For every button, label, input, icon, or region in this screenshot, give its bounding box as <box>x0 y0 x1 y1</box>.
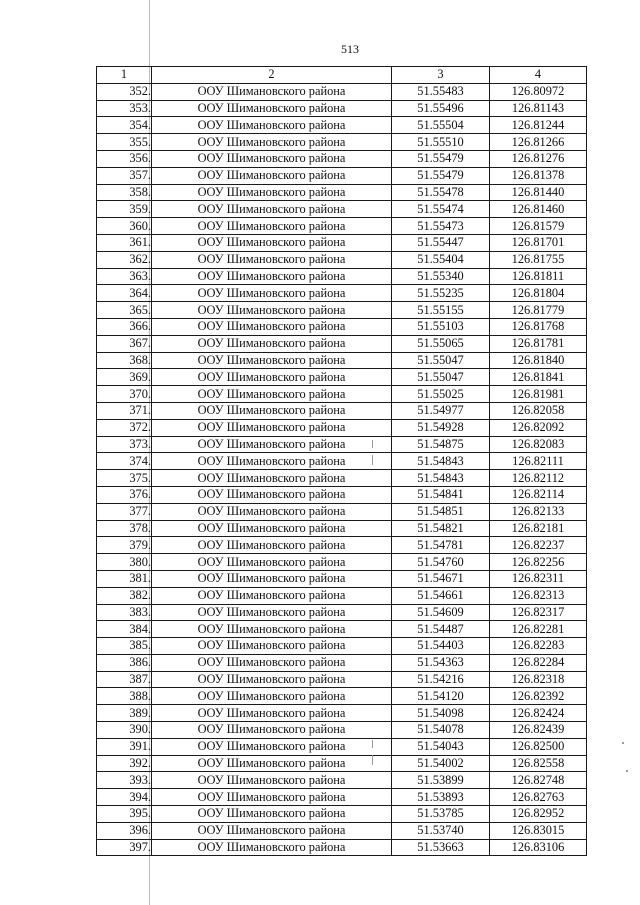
longitude-value: 126.81804 <box>490 285 587 302</box>
header-col-3: 3 <box>392 67 490 84</box>
row-number: 386. <box>97 654 152 671</box>
table-row <box>97 436 587 453</box>
row-number: 389. <box>97 705 152 722</box>
latitude-value: 51.54843 <box>392 470 490 487</box>
latitude-value: 51.55155 <box>392 302 490 319</box>
row-number: 366. <box>97 318 152 335</box>
table-row <box>97 369 587 386</box>
row-number: 394. <box>97 789 152 806</box>
latitude-value: 51.55478 <box>392 184 490 201</box>
table-row <box>97 688 587 705</box>
table-row <box>97 839 587 856</box>
table-row <box>97 184 587 201</box>
table-row <box>97 251 587 268</box>
latitude-value: 51.54216 <box>392 671 490 688</box>
longitude-value: 126.82558 <box>490 755 587 772</box>
row-number: 378. <box>97 520 152 537</box>
longitude-value: 126.81440 <box>490 184 587 201</box>
longitude-value: 126.81755 <box>490 251 587 268</box>
longitude-value: 126.82133 <box>490 503 587 520</box>
scan-speck <box>372 740 373 748</box>
row-number: 373. <box>97 436 152 453</box>
longitude-value: 126.82392 <box>490 688 587 705</box>
table-body <box>97 83 587 856</box>
longitude-value: 126.82112 <box>490 470 587 487</box>
row-number: 390. <box>97 722 152 739</box>
longitude-value: 126.81701 <box>490 234 587 251</box>
latitude-value: 51.55479 <box>392 150 490 167</box>
longitude-value: 126.82083 <box>490 436 587 453</box>
header-col-1: 1 <box>97 67 152 84</box>
coordinates-table <box>96 66 587 856</box>
organization-name: ООУ Шимановского района <box>152 83 392 100</box>
longitude-value: 126.82111 <box>490 453 587 470</box>
table-row <box>97 285 587 302</box>
row-number: 387. <box>97 671 152 688</box>
longitude-value: 126.82952 <box>490 806 587 823</box>
organization-name: ООУ Шимановского района <box>152 251 392 268</box>
organization-name: ООУ Шимановского района <box>152 671 392 688</box>
organization-name: ООУ Шимановского района <box>152 570 392 587</box>
longitude-value: 126.82092 <box>490 419 587 436</box>
organization-name: ООУ Шимановского района <box>152 318 392 335</box>
scan-speck <box>372 455 373 465</box>
table-row <box>97 772 587 789</box>
row-number: 364. <box>97 285 152 302</box>
longitude-value: 126.83106 <box>490 839 587 856</box>
table-row <box>97 822 587 839</box>
latitude-value: 51.53740 <box>392 822 490 839</box>
organization-name: ООУ Шимановского района <box>152 520 392 537</box>
latitude-value: 51.54078 <box>392 722 490 739</box>
organization-name: ООУ Шимановского района <box>152 234 392 251</box>
table-row <box>97 386 587 403</box>
organization-name: ООУ Шимановского района <box>152 335 392 352</box>
row-number: 385. <box>97 638 152 655</box>
longitude-value: 126.81579 <box>490 218 587 235</box>
latitude-value: 51.55479 <box>392 167 490 184</box>
longitude-value: 126.81378 <box>490 167 587 184</box>
organization-name: ООУ Шимановского района <box>152 621 392 638</box>
latitude-value: 51.54851 <box>392 503 490 520</box>
latitude-value: 51.54098 <box>392 705 490 722</box>
organization-name: ООУ Шимановского района <box>152 638 392 655</box>
latitude-value: 51.54120 <box>392 688 490 705</box>
table-row <box>97 234 587 251</box>
table-row <box>97 302 587 319</box>
scan-speck <box>372 440 373 448</box>
row-number: 383. <box>97 604 152 621</box>
row-number: 388. <box>97 688 152 705</box>
longitude-value: 126.81779 <box>490 302 587 319</box>
latitude-value: 51.53893 <box>392 789 490 806</box>
longitude-value: 126.81981 <box>490 386 587 403</box>
row-number: 356. <box>97 150 152 167</box>
longitude-value: 126.82500 <box>490 738 587 755</box>
latitude-value: 51.55065 <box>392 335 490 352</box>
longitude-value: 126.82283 <box>490 638 587 655</box>
organization-name: ООУ Шимановского района <box>152 285 392 302</box>
row-number: 353. <box>97 100 152 117</box>
organization-name: ООУ Шимановского района <box>152 184 392 201</box>
table-row <box>97 671 587 688</box>
row-number: 393. <box>97 772 152 789</box>
table-row <box>97 117 587 134</box>
latitude-value: 51.54821 <box>392 520 490 537</box>
row-number: 381. <box>97 570 152 587</box>
row-number: 355. <box>97 134 152 151</box>
organization-name: ООУ Шимановского района <box>152 453 392 470</box>
longitude-value: 126.81840 <box>490 352 587 369</box>
latitude-value: 51.54875 <box>392 436 490 453</box>
table-row <box>97 570 587 587</box>
table-row <box>97 470 587 487</box>
row-number: 360. <box>97 218 152 235</box>
table-row <box>97 722 587 739</box>
organization-name: ООУ Шимановского района <box>152 654 392 671</box>
table-row <box>97 587 587 604</box>
table-row <box>97 621 587 638</box>
latitude-value: 51.54928 <box>392 419 490 436</box>
row-number: 379. <box>97 537 152 554</box>
table-row <box>97 537 587 554</box>
organization-name: ООУ Шимановского района <box>152 419 392 436</box>
table-row <box>97 738 587 755</box>
longitude-value: 126.82439 <box>490 722 587 739</box>
longitude-value: 126.82058 <box>490 402 587 419</box>
row-number: 368. <box>97 352 152 369</box>
organization-name: ООУ Шимановского района <box>152 772 392 789</box>
longitude-value: 126.82237 <box>490 537 587 554</box>
latitude-value: 51.53663 <box>392 839 490 856</box>
organization-name: ООУ Шимановского района <box>152 554 392 571</box>
latitude-value: 51.54487 <box>392 621 490 638</box>
organization-name: ООУ Шимановского района <box>152 587 392 604</box>
latitude-value: 51.54760 <box>392 554 490 571</box>
row-number: 395. <box>97 806 152 823</box>
latitude-value: 51.54002 <box>392 755 490 772</box>
longitude-value: 126.82748 <box>490 772 587 789</box>
longitude-value: 126.81460 <box>490 201 587 218</box>
organization-name: ООУ Шимановского района <box>152 822 392 839</box>
page-number: 513 <box>341 42 359 56</box>
longitude-value: 126.82313 <box>490 587 587 604</box>
longitude-value: 126.82763 <box>490 789 587 806</box>
organization-name: ООУ Шимановского района <box>152 436 392 453</box>
organization-name: ООУ Шимановского района <box>152 386 392 403</box>
row-number: 380. <box>97 554 152 571</box>
table-row <box>97 806 587 823</box>
table-row <box>97 335 587 352</box>
row-number: 391. <box>97 738 152 755</box>
scan-speck <box>622 742 624 744</box>
organization-name: ООУ Шимановского района <box>152 369 392 386</box>
table-row <box>97 167 587 184</box>
longitude-value: 126.82181 <box>490 520 587 537</box>
organization-name: ООУ Шимановского района <box>152 117 392 134</box>
latitude-value: 51.55103 <box>392 318 490 335</box>
header-col-4: 4 <box>490 67 587 84</box>
row-number: 372. <box>97 419 152 436</box>
latitude-value: 51.54671 <box>392 570 490 587</box>
table-row <box>97 134 587 151</box>
organization-name: ООУ Шимановского района <box>152 537 392 554</box>
latitude-value: 51.55510 <box>392 134 490 151</box>
latitude-value: 51.55025 <box>392 386 490 403</box>
latitude-value: 51.54781 <box>392 537 490 554</box>
row-number: 367. <box>97 335 152 352</box>
row-number: 392. <box>97 755 152 772</box>
latitude-value: 51.55235 <box>392 285 490 302</box>
row-number: 382. <box>97 587 152 604</box>
organization-name: ООУ Шимановского района <box>152 688 392 705</box>
table-row <box>97 638 587 655</box>
longitude-value: 126.81143 <box>490 100 587 117</box>
longitude-value: 126.81276 <box>490 150 587 167</box>
latitude-value: 51.53785 <box>392 806 490 823</box>
table-row <box>97 100 587 117</box>
table-row <box>97 755 587 772</box>
organization-name: ООУ Шимановского района <box>152 503 392 520</box>
latitude-value: 51.55473 <box>392 218 490 235</box>
latitude-value: 51.54841 <box>392 486 490 503</box>
table-row <box>97 83 587 100</box>
longitude-value: 126.82284 <box>490 654 587 671</box>
table-row <box>97 402 587 419</box>
longitude-value: 126.81841 <box>490 369 587 386</box>
row-number: 384. <box>97 621 152 638</box>
latitude-value: 51.54661 <box>392 587 490 604</box>
longitude-value: 126.82318 <box>490 671 587 688</box>
longitude-value: 126.83015 <box>490 822 587 839</box>
row-number: 376. <box>97 486 152 503</box>
table-header-row <box>97 67 587 84</box>
longitude-value: 126.82311 <box>490 570 587 587</box>
latitude-value: 51.53899 <box>392 772 490 789</box>
organization-name: ООУ Шимановского района <box>152 268 392 285</box>
longitude-value: 126.81266 <box>490 134 587 151</box>
table-row <box>97 604 587 621</box>
scan-speck <box>626 770 628 772</box>
organization-name: ООУ Шимановского района <box>152 100 392 117</box>
latitude-value: 51.55047 <box>392 352 490 369</box>
organization-name: ООУ Шимановского района <box>152 755 392 772</box>
organization-name: ООУ Шимановского района <box>152 134 392 151</box>
organization-name: ООУ Шимановского района <box>152 402 392 419</box>
row-number: 371. <box>97 402 152 419</box>
longitude-value: 126.81811 <box>490 268 587 285</box>
longitude-value: 126.82256 <box>490 554 587 571</box>
organization-name: ООУ Шимановского района <box>152 604 392 621</box>
longitude-value: 126.81781 <box>490 335 587 352</box>
row-number: 359. <box>97 201 152 218</box>
latitude-value: 51.55504 <box>392 117 490 134</box>
table-row <box>97 705 587 722</box>
table-row <box>97 453 587 470</box>
organization-name: ООУ Шимановского района <box>152 150 392 167</box>
longitude-value: 126.82281 <box>490 621 587 638</box>
longitude-value: 126.81244 <box>490 117 587 134</box>
row-number: 370. <box>97 386 152 403</box>
row-number: 369. <box>97 369 152 386</box>
latitude-value: 51.54609 <box>392 604 490 621</box>
latitude-value: 51.55474 <box>392 201 490 218</box>
row-number: 363. <box>97 268 152 285</box>
row-number: 361. <box>97 234 152 251</box>
organization-name: ООУ Шимановского района <box>152 789 392 806</box>
table-row <box>97 486 587 503</box>
organization-name: ООУ Шимановского района <box>152 839 392 856</box>
organization-name: ООУ Шимановского района <box>152 201 392 218</box>
table-row <box>97 268 587 285</box>
latitude-value: 51.55404 <box>392 251 490 268</box>
table-row <box>97 654 587 671</box>
row-number: 377. <box>97 503 152 520</box>
organization-name: ООУ Шимановского района <box>152 722 392 739</box>
latitude-value: 51.55340 <box>392 268 490 285</box>
row-number: 358. <box>97 184 152 201</box>
organization-name: ООУ Шимановского района <box>152 302 392 319</box>
table-row <box>97 419 587 436</box>
table-row <box>97 789 587 806</box>
header-col-2: 2 <box>152 67 392 84</box>
latitude-value: 51.54843 <box>392 453 490 470</box>
longitude-value: 126.82317 <box>490 604 587 621</box>
latitude-value: 51.54363 <box>392 654 490 671</box>
row-number: 352. <box>97 83 152 100</box>
longitude-value: 126.80972 <box>490 83 587 100</box>
row-number: 365. <box>97 302 152 319</box>
table-row <box>97 520 587 537</box>
latitude-value: 51.55483 <box>392 83 490 100</box>
row-number: 374. <box>97 453 152 470</box>
table-row <box>97 201 587 218</box>
longitude-value: 126.82114 <box>490 486 587 503</box>
latitude-value: 51.54977 <box>392 402 490 419</box>
table-row <box>97 150 587 167</box>
row-number: 362. <box>97 251 152 268</box>
organization-name: ООУ Шимановского района <box>152 470 392 487</box>
organization-name: ООУ Шимановского района <box>152 738 392 755</box>
row-number: 375. <box>97 470 152 487</box>
longitude-value: 126.81768 <box>490 318 587 335</box>
table-row <box>97 218 587 235</box>
table-row <box>97 554 587 571</box>
latitude-value: 51.55496 <box>392 100 490 117</box>
longitude-value: 126.82424 <box>490 705 587 722</box>
table-row <box>97 318 587 335</box>
table-row <box>97 503 587 520</box>
row-number: 396. <box>97 822 152 839</box>
latitude-value: 51.55447 <box>392 234 490 251</box>
organization-name: ООУ Шимановского района <box>152 167 392 184</box>
scan-speck <box>372 755 373 765</box>
latitude-value: 51.54403 <box>392 638 490 655</box>
organization-name: ООУ Шимановского района <box>152 352 392 369</box>
organization-name: ООУ Шимановского района <box>152 218 392 235</box>
table-row <box>97 352 587 369</box>
latitude-value: 51.54043 <box>392 738 490 755</box>
organization-name: ООУ Шимановского района <box>152 806 392 823</box>
row-number: 397. <box>97 839 152 856</box>
organization-name: ООУ Шимановского района <box>152 705 392 722</box>
latitude-value: 51.55047 <box>392 369 490 386</box>
row-number: 357. <box>97 167 152 184</box>
organization-name: ООУ Шимановского района <box>152 486 392 503</box>
row-number: 354. <box>97 117 152 134</box>
